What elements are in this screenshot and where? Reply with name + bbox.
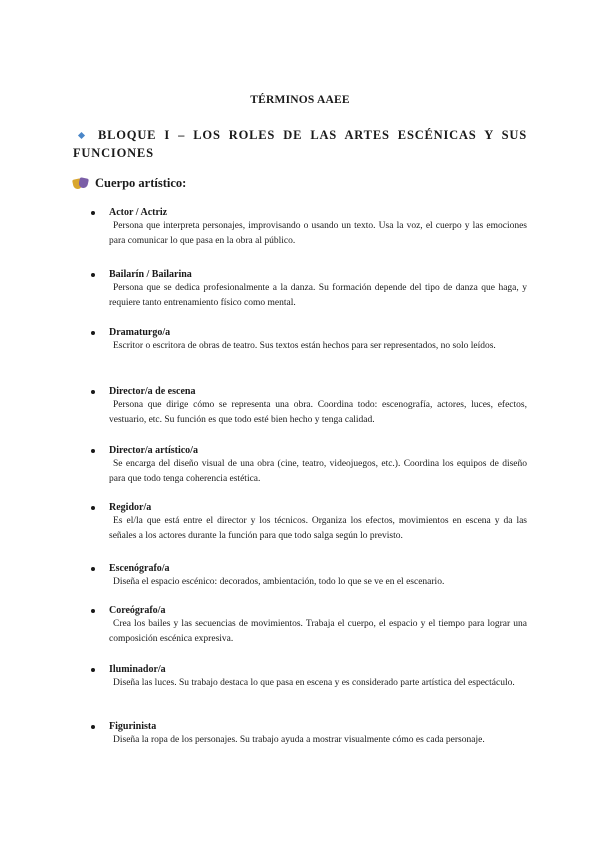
term-item [0, 562, 527, 604]
term-description: Persona que dirige cómo se representa una obra. Coordina todo: escenografía, actores, luces, efectos, vestuario, etc. Su función es que todo esté bien hecho y tenga calidad. [109, 400, 527, 425]
term-name: Director/a de escena [109, 386, 196, 397]
term-item [0, 444, 527, 501]
term-item [0, 385, 527, 444]
term-name: Bailarín / Bailarina [109, 269, 192, 280]
term-item [0, 604, 527, 663]
term-description: Diseña la ropa de los personajes. Su trabajo ayuda a mostrar visualmente cómo es cada personaje. [113, 735, 485, 745]
term-item [0, 206, 527, 268]
term-name: Dramaturgo/a [109, 327, 171, 338]
term-item [0, 326, 527, 385]
term-item [0, 663, 527, 720]
term-description: Diseña el espacio escénico: decorados, ambientación, todo lo que se ve en el escenario. [113, 577, 445, 587]
term-description: Persona que interpreta personajes, improvisando o usando un texto. Usa la voz, el cuerpo y las emociones para comunicar lo que pasa en la obra al público. [109, 221, 527, 246]
term-item [0, 268, 527, 326]
term-name: Coreógrafo/a [109, 605, 166, 616]
term-description: Crea los bailes y las secuencias de movimientos. Trabaja el cuerpo, el espacio y el tiempo para lograr una composición escénica expresiva. [109, 619, 527, 644]
diamond-icon [78, 132, 85, 139]
section-heading [73, 176, 186, 191]
document-title: TÉRMINOS AAEE [250, 94, 350, 106]
term-name: Iluminador/a [109, 664, 166, 675]
term-description: Es el/la que está entre el director y los técnicos. Organiza los efectos, movimientos en escena y da las señales a los actores durante la función para que todo salga según lo previsto. [109, 516, 527, 541]
section-heading-text: Cuerpo artístico: [95, 176, 187, 190]
term-name: Regidor/a [109, 502, 152, 513]
term-name: Figurinista [109, 721, 157, 732]
term-item [0, 501, 527, 562]
term-description: Se encarga del diseño visual de una obra (cine, teatro, videojuegos, etc.). Coordina los equipos de diseño para que todo tenga coherencia estética. [109, 459, 527, 484]
term-description: Diseña las luces. Su trabajo destaca lo que pasa en escena y es considerado parte artística del espectáculo. [113, 678, 515, 688]
block-heading [73, 126, 527, 162]
term-list [0, 206, 600, 770]
theater-masks-icon [73, 178, 89, 190]
term-description: Escritor o escritora de obras de teatro. Sus textos están hechos para ser representados, no solo leídos. [113, 341, 496, 351]
term-item [0, 720, 527, 770]
term-name: Director/a artístico/a [109, 445, 198, 456]
term-name: Escenógrafo/a [109, 563, 170, 574]
term-name: Actor / Actriz [109, 207, 168, 218]
block-heading-text: BLOQUE I – LOS ROLES DE LAS ARTES ESCÉNICAS Y SUS FUNCIONES [73, 128, 527, 160]
term-description: Persona que se dedica profesionalmente a la danza. Su formación depende del tipo de danza que haga, y requiere tanto entrenamiento físico como mental. [109, 283, 527, 308]
